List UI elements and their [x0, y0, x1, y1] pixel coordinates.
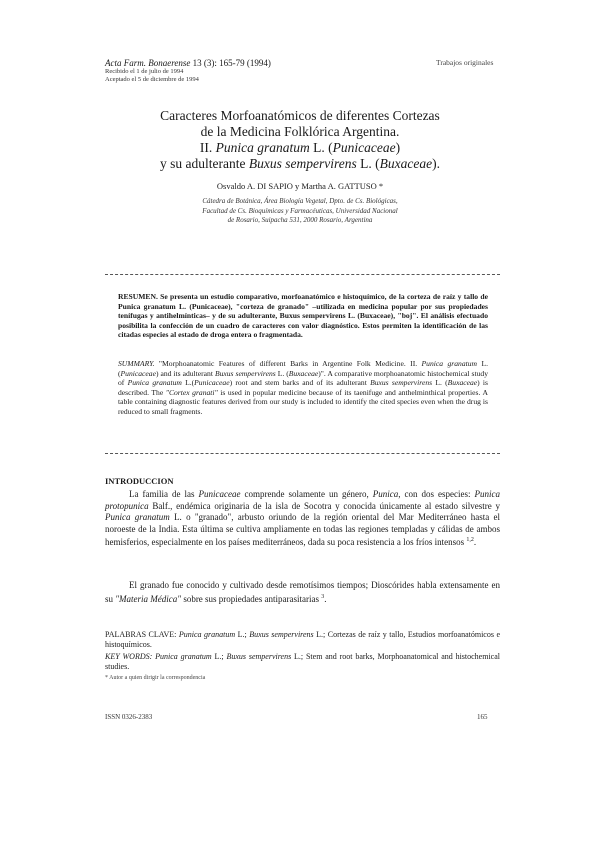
- issn: ISSN 0326-2383: [105, 713, 153, 721]
- intro-paragraph-2: [105, 580, 500, 605]
- keywords-en: [105, 652, 500, 672]
- summary-text: ) is described. The: [118, 378, 488, 397]
- section-heading: INTRODUCCION: [105, 476, 174, 486]
- summary-text: "Morphoanatomic Features of different Barks in Argentine Folk Medicine. II.: [154, 359, 422, 368]
- title-text: II.: [199, 140, 216, 155]
- body-text: sobre sus propiedades antiparasitarias: [181, 593, 322, 604]
- body-italic: Punicaceae: [198, 489, 241, 499]
- body-text: L. o "granado", arbusto oriundo de la región oriental del Mar Mediterráneo hasta el noroeste de la India. Esta última se cultiva ampliamente en todas las regiones templadas y cálidas de ambos hemisferios, especialmente en los países mediterráneos, dada su poca resistencia a los fríos intensos: [105, 512, 500, 548]
- summary-text: L.(: [181, 378, 195, 388]
- title-text: ).: [432, 156, 440, 171]
- keywords-label: PALABRAS CLAVE:: [105, 630, 179, 639]
- intro-paragraph-1: [105, 489, 500, 549]
- summary-species: Buxus sempervirens: [370, 378, 433, 388]
- body-text: La familia de las: [129, 489, 199, 499]
- summary-quote: "Cortex granati": [165, 387, 218, 397]
- affiliation: [140, 197, 460, 226]
- body-text: , con dos especies:: [398, 489, 475, 499]
- summary-family: Punicaceae: [194, 378, 230, 388]
- footnote: * Autor a quien dirigir la correspondencia: [105, 675, 206, 681]
- title-species: Punica granatum: [215, 140, 310, 155]
- summary-species: Buxus sempervirens: [214, 368, 276, 378]
- summary: [118, 359, 488, 417]
- summary-family: Buxaceae: [288, 368, 319, 378]
- body-italic: "Materia Médica": [115, 593, 182, 604]
- summary-species: Punica granatum: [127, 378, 182, 388]
- body-italic: Punica granatum: [105, 512, 170, 523]
- keywords-es: [105, 630, 500, 650]
- body-text: comprende solamente un género,: [240, 489, 373, 499]
- summary-species: Punica granatum: [421, 359, 478, 368]
- title-line-4: [100, 156, 500, 172]
- keywords-label: KEY WORDS:: [105, 652, 156, 661]
- accepted-date: Aceptado el 5 de diciembre de 1994: [105, 76, 199, 83]
- title-line-2: de la Medicina Folklórica Argentina.: [200, 124, 400, 139]
- title-text: y su adulterante: [160, 156, 249, 171]
- body-text: .: [324, 593, 327, 604]
- title-line-3: [100, 140, 500, 156]
- summary-text: ) root and stem barks and of its adulterant: [229, 378, 371, 388]
- keyword-text: L.; Stem and root barks, Morphoanatomical and histochemical studies.: [105, 652, 500, 671]
- keyword-species: Punica granatum: [178, 630, 236, 639]
- page-number: 165: [477, 713, 488, 721]
- body-text: .: [473, 537, 477, 548]
- title-text: L. (: [309, 140, 333, 155]
- affiliation-line: Facultad de Cs. Bioquímicas y Farmacéuticas, Universidad Nacional: [202, 206, 398, 215]
- affiliation-line: Cátedra de Botánica, Área Biología Vegetal, Dpto. de Cs. Biológicas,: [202, 197, 398, 205]
- keyword-species: Punica granatum: [155, 652, 212, 661]
- title-species: Buxus sempervirens: [248, 156, 357, 171]
- summary-family: Buxaceae: [447, 378, 478, 388]
- body-italic: Punica protopunica: [105, 489, 500, 511]
- keyword-text: L.; Cortezas de raíz y tallo, Estudios morfoanatómicos e histoquímicos.: [105, 630, 500, 649]
- resumen: RESUMEN. Se presenta un estudio comparativo, morfoanatómico e histoquímico, de la corteza de raíz y tallo de Punica granatum L. (Punicaceae), "corteza de granado" –utilizada en medicina popular por sus propiedades tenífugas y antihelmínticas– y de su adulterante, Buxus sempervirens L. (Buxaceae), "boj". El análisis efectuado posibilita la confección de un cuadro de caracteres con valor diagnóstico. Estos permiten la identificación de las citadas especies al estado de droga entera o fragmentada.: [118, 292, 488, 340]
- title-family: Buxaceae: [379, 156, 433, 171]
- divider: [105, 274, 500, 275]
- paper-title: [100, 108, 500, 172]
- authors: Osvaldo A. DI SAPIO y Martha A. GATTUSO *: [216, 181, 384, 191]
- journal-name: Acta Farm. Bonaerense: [105, 58, 191, 68]
- dates-block: [105, 68, 199, 84]
- keyword-species: Buxus sempervirens: [249, 630, 314, 639]
- summary-text: L. (: [432, 378, 448, 388]
- summary-text: L. (: [118, 359, 488, 378]
- title-line-1: Caracteres Morfoanatómicos de diferentes Cortezas: [160, 108, 440, 123]
- citation-ref: 1,2: [466, 537, 474, 544]
- summary-text: )". A comparative morphoanatomic histochemical study of: [118, 368, 488, 388]
- summary-text: is used in popular medicine because of its taenifuge and anthelminthical properties. A table containing diagnostic features derived from our study is included to identify the cited species even when the drug is reduced to small fragments.: [118, 387, 488, 416]
- keyword-species: Buxus sempervirens: [226, 652, 292, 661]
- title-text: ): [395, 140, 401, 155]
- keyword-text: L.;: [211, 652, 227, 661]
- body-text: El granado fue conocido y cultivado desde remotísimos tiempos; Dioscórides habla extensamente en su: [105, 580, 500, 604]
- summary-text: L. (: [275, 368, 289, 378]
- title-family: Punicaceae: [332, 140, 396, 155]
- body-text: Balf., endémica originaria de la isla de Socotra y conocida únicamente al estado silvestre y: [148, 500, 500, 511]
- body-italic: Punica: [372, 489, 399, 499]
- citation-ref: 3: [321, 593, 325, 600]
- summary-family: Punicaceae: [120, 368, 156, 378]
- journal-citation: [105, 58, 271, 68]
- title-text: L. (: [356, 156, 380, 171]
- section-tag: Trabajos originales: [436, 58, 494, 67]
- summary-text: ) and its adulterant: [155, 368, 215, 378]
- journal-ref: 13 (3): 165-79 (1994): [190, 58, 271, 68]
- summary-label: SUMMARY.: [118, 359, 155, 368]
- received-date: Recibido el 1 de julio de 1994: [105, 68, 184, 75]
- divider: [105, 453, 500, 454]
- affiliation-line: de Rosario, Suipacha 531, 2000 Rosario, Argentina: [227, 216, 373, 224]
- keyword-text: L.;: [235, 630, 250, 639]
